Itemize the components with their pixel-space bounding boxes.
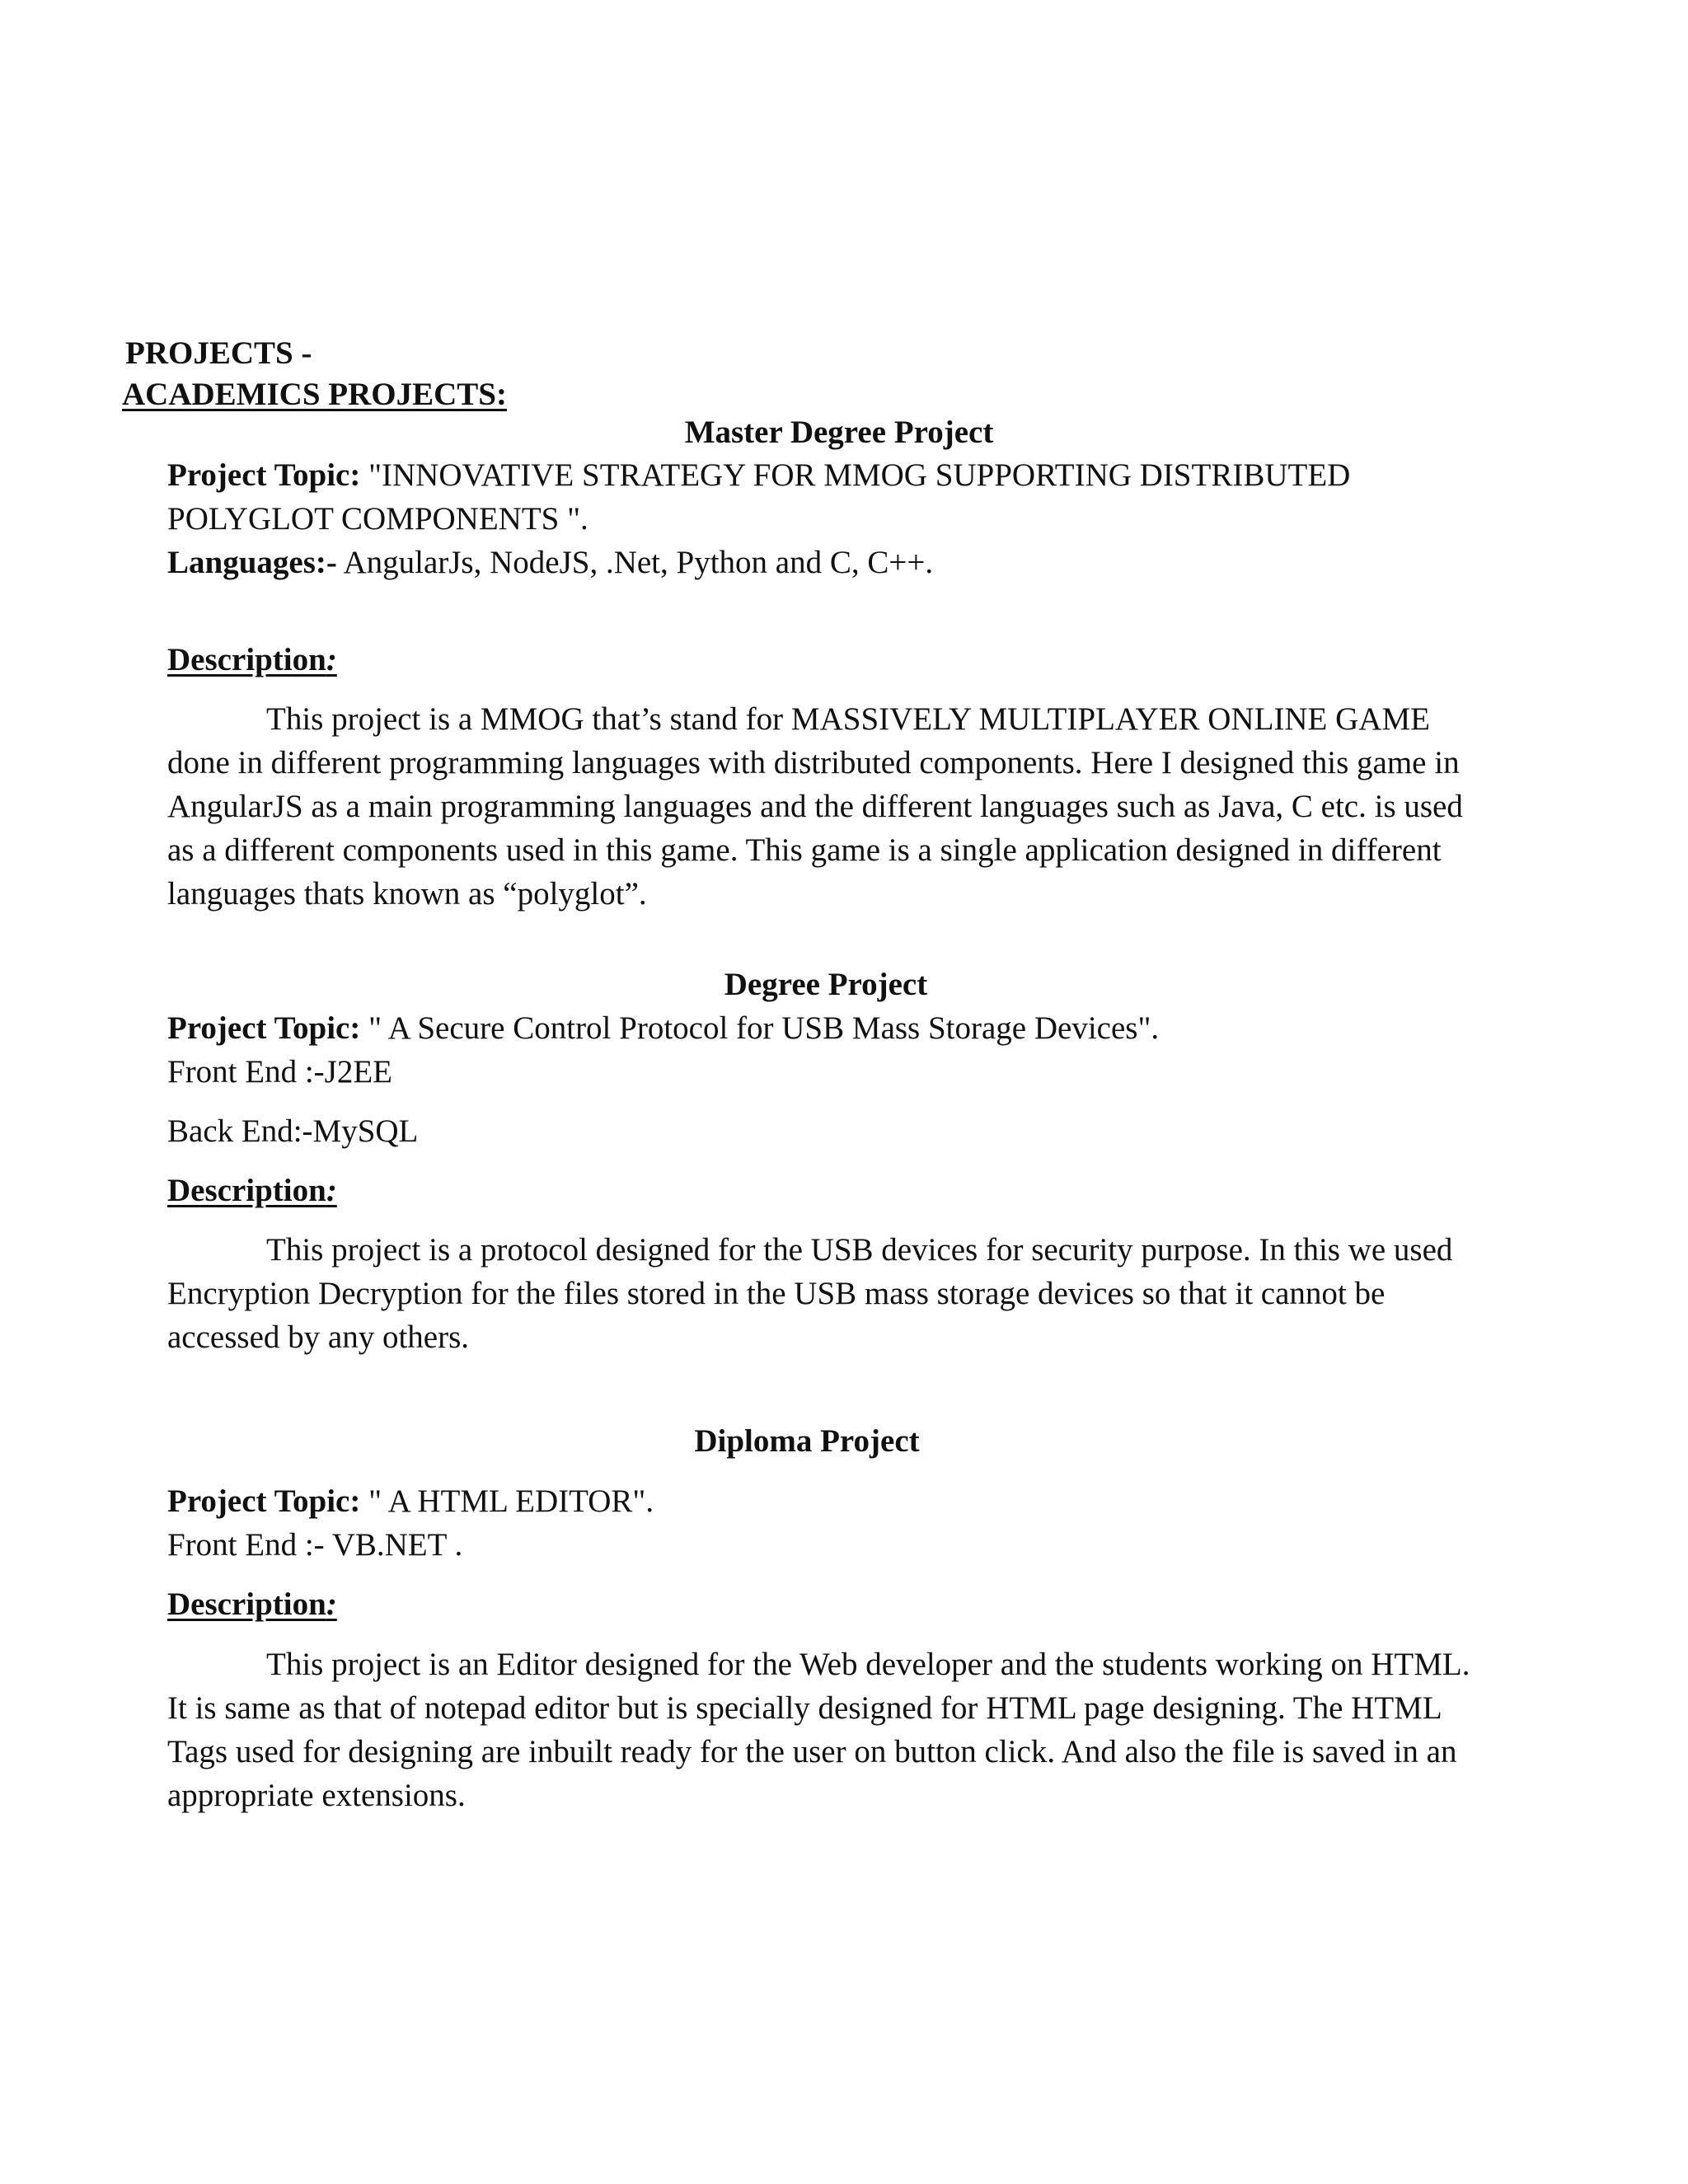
master-description-body	[167, 697, 1519, 916]
degree-back-end: Back End:-MySQL	[167, 1113, 419, 1149]
description-line: done in different programming languages with distributed components. Here I designed this game in	[167, 745, 1460, 780]
degree-description-label	[167, 1169, 337, 1212]
description-colon: :	[326, 642, 337, 677]
master-project-topic-line1	[167, 453, 1350, 497]
project-topic-value: " A Secure Control Protocol for USB Mass Storage Devices".	[360, 1010, 1160, 1046]
description-line: Encryption Decryption for the files stored in the USB mass storage devices so that it cannot be	[167, 1276, 1386, 1311]
master-project-topic-line2: POLYGLOT COMPONENTS ".	[167, 501, 588, 537]
description-colon: :	[326, 1586, 337, 1622]
diploma-description-body	[167, 1643, 1519, 1817]
master-degree-project-title: Master Degree Project	[684, 415, 994, 450]
description-line: as a different components used in this game. This game is a single application designed in different	[167, 832, 1442, 868]
project-topic-label: Project Topic:	[167, 1010, 361, 1046]
degree-description-body	[167, 1228, 1519, 1359]
project-topic-value: "INNOVATIVE STRATEGY FOR MMOG SUPPORTING DISTRIBUTED	[360, 457, 1351, 493]
diploma-project-title: Diploma Project	[694, 1423, 920, 1459]
description-line: accessed by any others.	[167, 1319, 470, 1355]
description-label-text: Description	[167, 1586, 326, 1622]
description-line: AngularJS as a main programming languages and the different languages such as Java, C etc. is used	[167, 789, 1463, 824]
languages-label: Languages:-	[167, 545, 337, 580]
languages-value: AngularJs, NodeJS, .Net, Python and C, C++.	[336, 545, 934, 580]
description-line: This project is an Editor designed for the Web developer and the students working on HTML.	[266, 1647, 1470, 1682]
description-line: languages thats known as “polyglot”.	[167, 876, 647, 912]
project-topic-label: Project Topic:	[167, 1483, 361, 1519]
description-line: Tags used for designing are inbuilt ready for the user on button click. And also the file is saved in an	[167, 1734, 1457, 1769]
projects-heading: PROJECTS -	[125, 335, 312, 371]
description-line: This project is a MMOG that’s stand for MASSIVELY MULTIPLAYER ONLINE GAME	[266, 701, 1430, 737]
master-description-label	[167, 638, 337, 682]
project-topic-label: Project Topic:	[167, 457, 361, 493]
description-colon: :	[326, 1173, 337, 1208]
degree-project-title: Degree Project	[724, 967, 928, 1002]
description-line: It is same as that of notepad editor but is specially designed for HTML page designing. The HTML	[167, 1690, 1442, 1726]
degree-project-topic-line	[167, 1006, 1159, 1050]
description-line: appropriate extensions.	[167, 1778, 466, 1813]
diploma-project-topic-line	[167, 1479, 654, 1523]
diploma-front-end: Front End :- VB.NET .	[167, 1527, 463, 1563]
description-label-text: Description	[167, 1173, 326, 1208]
master-languages-line	[167, 541, 933, 584]
academics-projects-heading: ACADEMICS PROJECTS:	[122, 377, 507, 412]
diploma-description-label	[167, 1582, 337, 1626]
description-label-text: Description	[167, 642, 326, 677]
degree-front-end: Front End :-J2EE	[167, 1054, 392, 1090]
description-line: This project is a protocol designed for the USB devices for security purpose. In this we used	[266, 1232, 1453, 1268]
project-topic-value: " A HTML EDITOR".	[360, 1483, 654, 1519]
